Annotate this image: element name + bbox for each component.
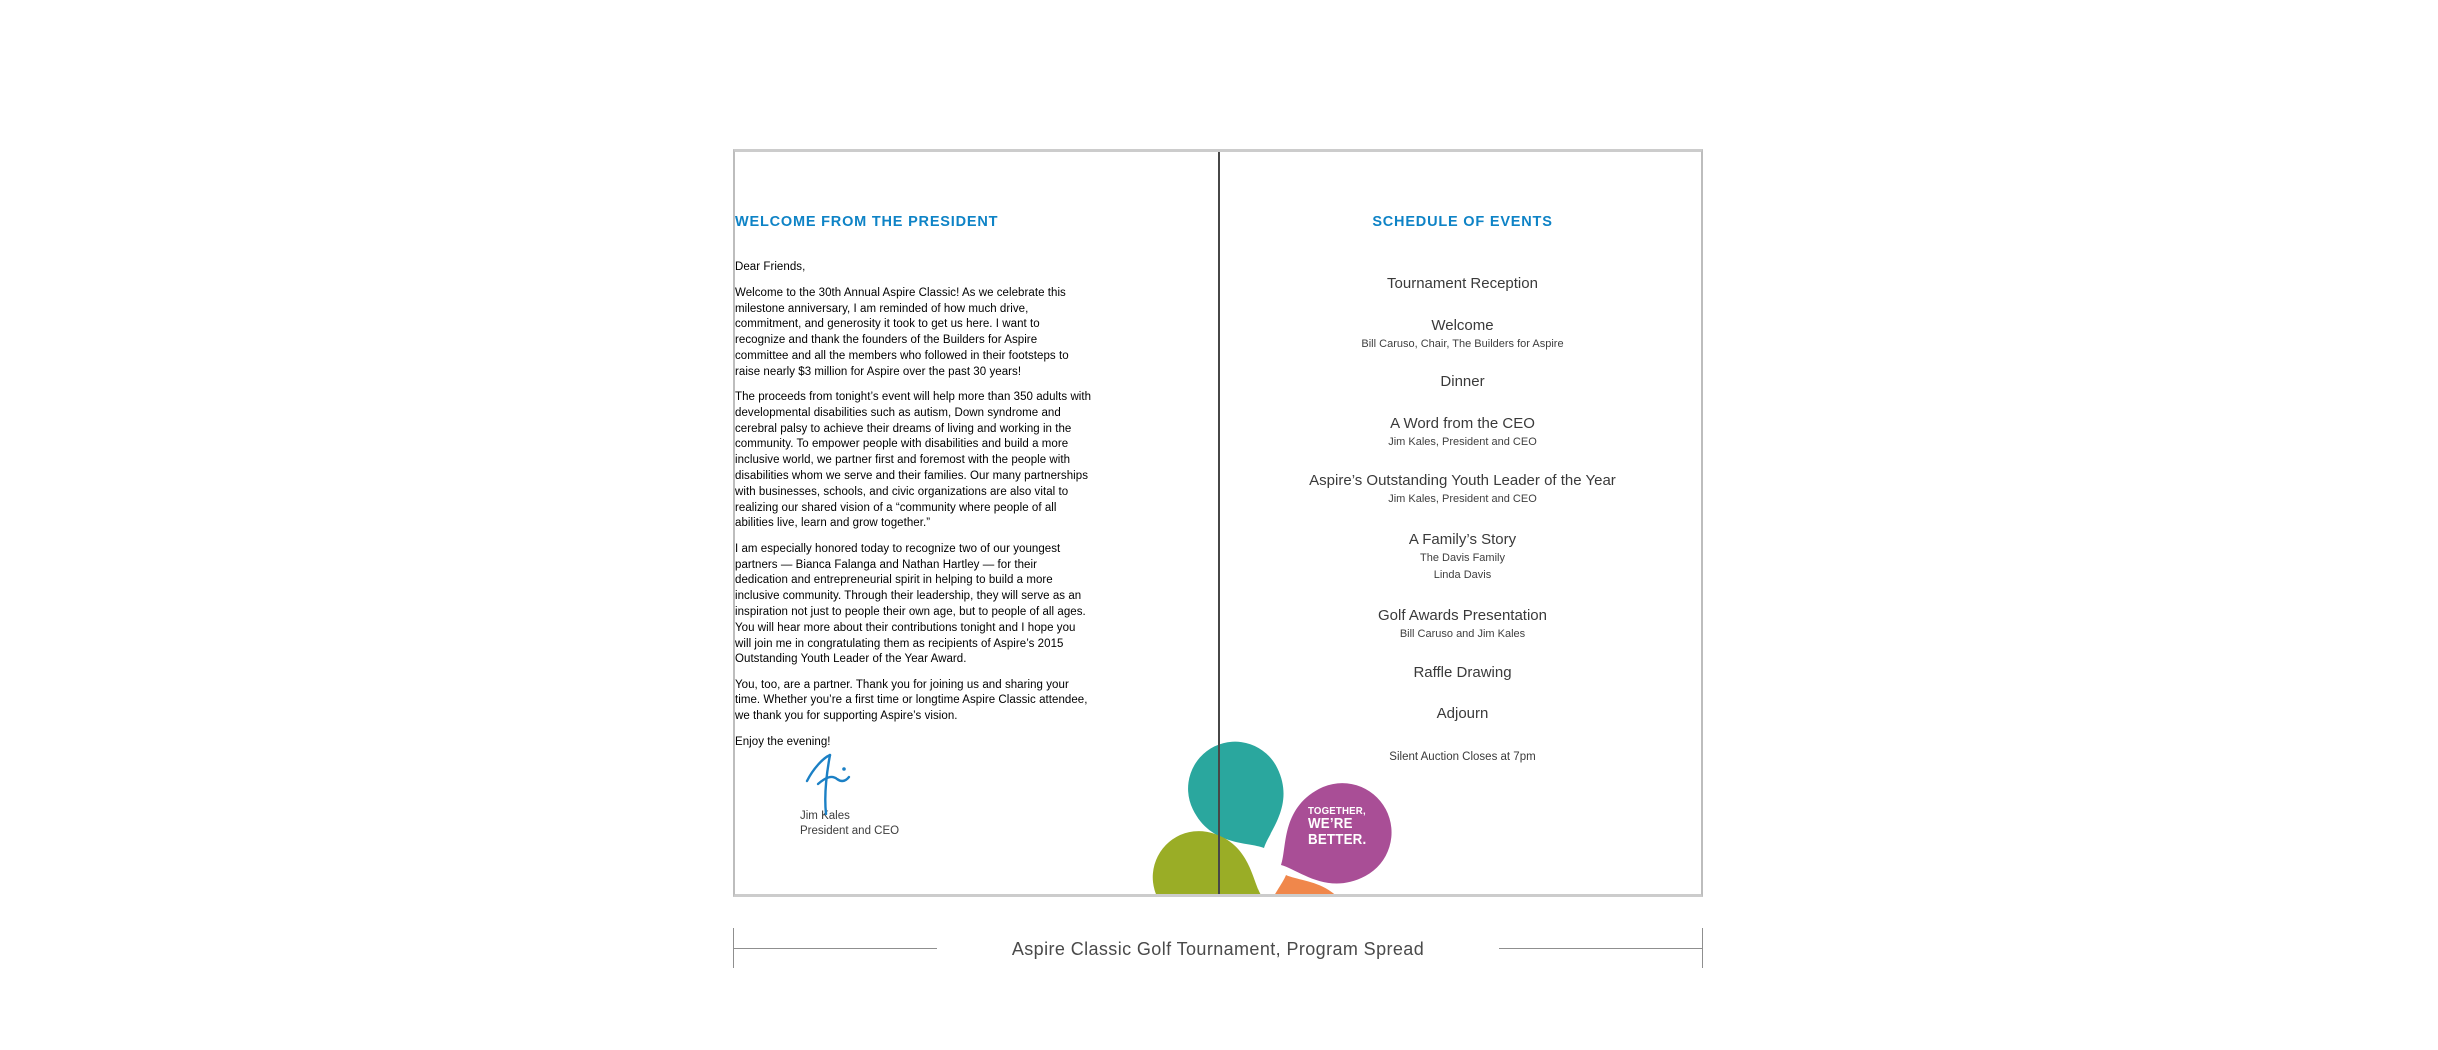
event-subtitle: Jim Kales, President and CEO [1388,493,1537,505]
logo-tagline [1308,805,1366,848]
spread-caption: Aspire Classic Golf Tournament, Program Spread [1011,939,1425,959]
schedule-item [1220,273,1703,294]
event-title: Adjourn [1436,705,1489,722]
auction-note: Silent Auction Closes at 7pm [1389,751,1536,763]
event-title: Dinner [1440,373,1485,390]
schedule-item [1220,662,1703,683]
logo-tagline-line: WE’RE [1308,816,1353,832]
event-subtitle: Linda Davis [1433,569,1492,581]
president-letter [735,260,1092,750]
event-subtitle: Bill Caruso and Jim Kales [1399,628,1526,640]
aspire-pinwheel-logo [1128,698,1428,897]
schedule-item [1220,605,1703,643]
schedule-item [1220,703,1703,724]
event-title: A Family’s Story [1408,531,1517,548]
welcome-heading: WELCOME FROM THE PRESIDENT [735,214,999,230]
event-subtitle: The Davis Family [1420,552,1505,564]
letter-salutation: Dear Friends, [735,261,806,273]
schedule-item [1220,529,1703,584]
schedule-note [1220,749,1703,766]
logo-tagline-line: TOGETHER, [1308,805,1366,817]
signer-name: Jim Kales [800,810,850,822]
event-title: Raffle Drawing [1413,664,1512,681]
schedule-item [1220,371,1703,392]
event-title: Golf Awards Presentation [1378,607,1547,624]
letter-paragraph: I am especially honored today to recognize two of our youngest partners — Bianca Falanga and Nathan Hartley — for their dedication and entrepreneurial spirit in helping to build a more inclusive community. Through their leadership, they will serve as an inspiration not just to people their own age, but to people of all ages. You will hear more about their contributions tonight and I hope you will join me in congratulating them as recipients of Aspire’s 2015 Outstanding Youth Leader of the Year Award. [735,542,1086,666]
signer-title: President and CEO [800,825,900,837]
schedule-item [1220,470,1703,508]
event-subtitle: Jim Kales, President and CEO [1388,436,1537,448]
logo-tagline-line: BETTER. [1308,832,1367,848]
schedule-item [1220,413,1703,451]
event-subtitle: Bill Caruso, Chair, The Builders for Aspire [1361,338,1564,350]
letter-paragraph: Welcome to the 30th Annual Aspire Classic! As we celebrate this milestone anniversary, I am reminded of how much drive, commitment, and generosity it took to get us here. I want to recognize and thank the founders of the Builders for Aspire committee and all the members who followed in their footsteps to raise nearly $3 million for Aspire over the past 30 years! [735,286,1069,378]
event-title: A Word from the CEO [1390,415,1535,432]
letter-paragraph: The proceeds from tonight’s event will help more than 350 adults with developmental disabilities such as autism, Down syndrome and cerebral palsy to achieve their dreams of living and working in the community. To empower people with disabilities and build a more inclusive world, we partner first and foremost with the people with disabilities whom we serve and their families. Our many partnerships with businesses, schools, and civic organizations are also vital to realizing our shared vision of a “community where people of all abilities live, learn and grow together.” [735,391,1092,530]
event-title: Aspire’s Outstanding Youth Leader of the Year [1309,472,1616,489]
schedule-item [1220,315,1703,353]
schedule-heading: SCHEDULE OF EVENTS [1372,214,1553,230]
event-title: Tournament Reception [1387,275,1538,292]
signature-icon [803,749,855,819]
event-title: Welcome [1431,317,1494,334]
program-spread [733,149,1703,897]
letter-closing: Enjoy the evening! [735,735,831,748]
letter-paragraph: You, too, are a partner. Thank you for joining us and sharing your time. Whether you’re a first time or longtime Aspire Classic attendee, we thank you for supporting Aspire’s vision. [735,678,1088,723]
page-gutter-divider [1218,152,1220,894]
